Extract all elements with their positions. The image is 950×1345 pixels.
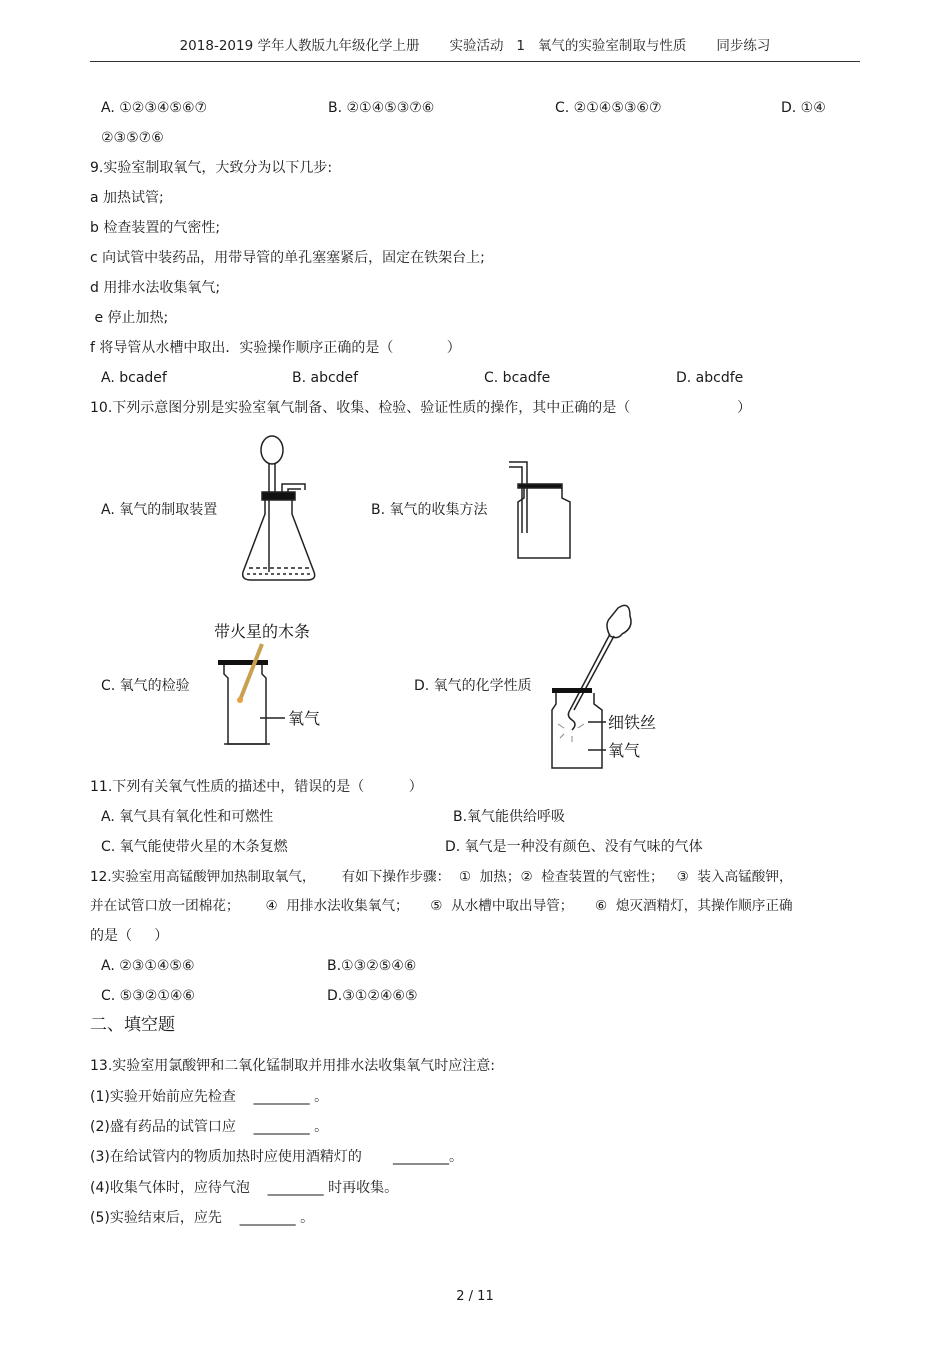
q12-stem-line3: 的是（ ） [90,928,169,944]
q12-stem-line1: 12.实验室用高锰酸钾加热制取氧气， 有如下操作步骤： ① 加热；② 检查装置的气密性； ③ 装入高锰酸钾， [90,869,793,885]
q10-option-b: B. 氧气的收集方法 [371,502,488,518]
q8-option-d: D. ①④ [781,100,826,116]
q13-item-2: (2)盛有药品的试管口应 ________ 。 [90,1119,329,1135]
q13-item-3: (3)在给试管内的物质加热时应使用酒精灯的 ________。 [90,1149,463,1165]
q9-stem: 9.实验室制取氧气，大致分为以下几步: [90,160,333,176]
q9-step-d: d 用排水法收集氧气; [90,280,221,296]
q11-option-b: B.氧气能供给呼吸 [453,809,566,825]
q11-stem: 11.下列有关氧气性质的描述中，错误的是（ ） [90,779,423,795]
q13-item-5: (5)实验结束后，应先 ________ 。 [90,1210,315,1226]
q12-option-c: C. ⑤③②①④⑥ [101,988,195,1004]
page-number: 2 / 11 [456,1289,494,1304]
q9-option-c: C. bcadfe [484,370,551,386]
q9-option-a: A. bcadef [101,370,167,386]
q11-option-a: A. 氧气具有氧化性和可燃性 [101,809,274,825]
q10-option-c: C. 氧气的检验 [101,678,190,694]
figure-d-gas-label: 氧气 [608,741,641,760]
figure-d-iron-combustion [548,600,678,772]
figure-c-gas-label: 氧气 [288,709,321,728]
q9-step-a: a 加热试管; [90,190,164,206]
q8-option-b: B. ②①④⑤③⑦⑥ [328,100,435,116]
q12-option-d: D.③①②④⑥⑤ [327,988,418,1004]
q13-item-4: (4)收集气体时，应待气泡 ________ 时再收集。 [90,1180,399,1196]
q12-option-a: A. ②③①④⑤⑥ [101,958,195,974]
figure-b-collection-bottle [505,458,570,563]
q9-step-f: f 将导管从水槽中取出．实验操作顺序正确的是（ ） [90,340,461,356]
page-header: 2018-2019 学年人教版九年级化学上册 实验活动 1 氧气的实验室制取与性质 同步练习 [179,38,771,54]
q9-step-b: b 检查装置的气密性; [90,220,221,236]
figure-c-oxygen-test [210,618,350,753]
header-rule [90,61,860,62]
q11-option-d: D. 氧气是一种没有颜色、没有气味的气体 [445,839,703,855]
q10-option-a: A. 氧气的制取装置 [101,502,218,518]
q10-option-d: D. 氧气的化学性质 [414,678,532,694]
q13-stem: 13.实验室用氯酸钾和二氧化锰制取并用排水法收集氧气时应注意: [90,1058,495,1074]
figure-a-oxygen-generator [235,432,325,587]
q12-stem-line2: 并在试管口放一团棉花； ④ 用排水法收集氧气； ⑤ 从水槽中取出导管； ⑥ 熄灭酒精灯，其操作顺序正确 [90,898,793,914]
section-title-fill-in: 二、填空题 [90,1015,175,1035]
q9-option-d: D. abcdfe [676,370,744,386]
q10-stem: 10.下列示意图分别是实验室氧气制备、收集、检验、验证性质的操作，其中正确的是（ ） [90,400,752,416]
q9-step-c: c 向试管中装药品，用带导管的单孔塞塞紧后，固定在铁架台上; [90,250,485,266]
q13-item-1: (1)实验开始前应先检查 ________ 。 [90,1089,329,1105]
q8-option-c: C. ②①④⑤③⑥⑦ [555,100,662,116]
q9-option-b: B. abcdef [292,370,359,386]
figure-d-wire-label: 细铁丝 [608,713,657,732]
q8-option-d-continued: ②③⑤⑦⑥ [101,130,164,146]
q8-option-a: A. ①②③④⑤⑥⑦ [101,100,208,116]
q12-option-b: B.①③②⑤④⑥ [327,958,417,974]
q11-option-c: C. 氧气能使带火星的木条复燃 [101,839,288,855]
figure-c-splint-label: 带火星的木条 [214,622,311,641]
q9-step-e: e 停止加热; [90,310,169,326]
